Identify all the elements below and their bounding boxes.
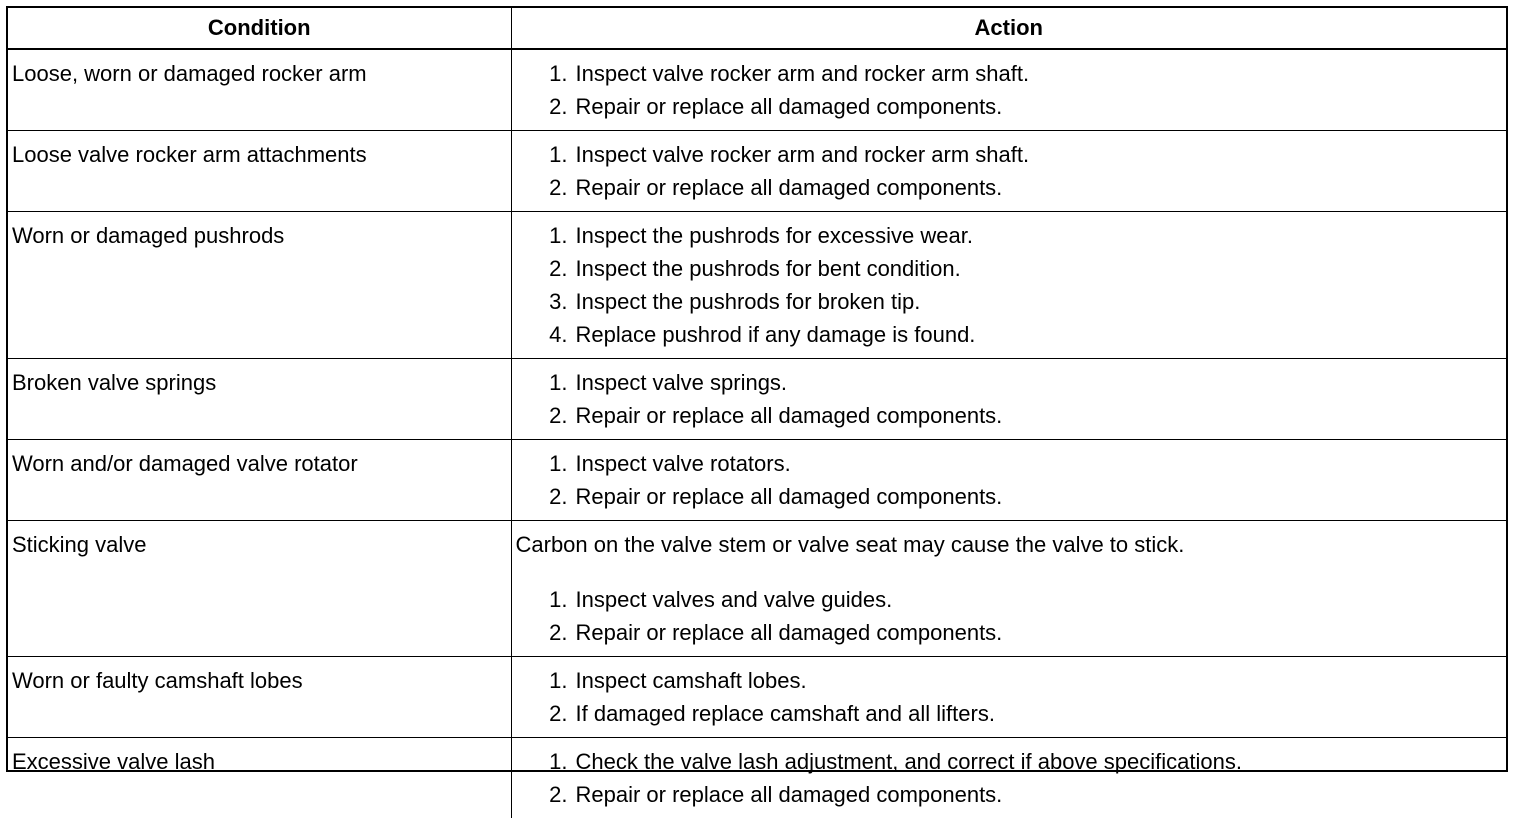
step-text: Inspect camshaft lobes. xyxy=(576,664,1503,697)
action-step xyxy=(532,318,1503,351)
action-step xyxy=(532,399,1503,432)
step-number: 1. xyxy=(532,745,576,778)
step-text: Inspect valves and valve guides. xyxy=(576,583,1503,616)
action-step xyxy=(532,697,1503,730)
table-row xyxy=(8,657,1506,738)
action-step xyxy=(532,778,1503,811)
action-steps xyxy=(532,138,1503,204)
condition-cell: Worn or damaged pushrods xyxy=(8,212,511,359)
step-text: If damaged replace camshaft and all lifters. xyxy=(576,697,1503,730)
step-text: Inspect the pushrods for broken tip. xyxy=(576,285,1503,318)
action-step xyxy=(532,90,1503,123)
step-text: Inspect the pushrods for bent condition. xyxy=(576,252,1503,285)
table-body xyxy=(8,49,1506,818)
action-cell xyxy=(511,49,1506,131)
action-cell xyxy=(511,212,1506,359)
action-cell xyxy=(511,440,1506,521)
diagnostic-table-frame xyxy=(6,6,1508,772)
action-step xyxy=(532,616,1503,649)
step-number: 2. xyxy=(532,778,576,811)
action-step xyxy=(532,447,1503,480)
step-number: 2. xyxy=(532,480,576,513)
step-text: Inspect valve rotators. xyxy=(576,447,1503,480)
condition-cell: Worn and/or damaged valve rotator xyxy=(8,440,511,521)
table-row xyxy=(8,359,1506,440)
header-action: Action xyxy=(511,8,1506,49)
step-number: 1. xyxy=(532,447,576,480)
table-row xyxy=(8,131,1506,212)
step-number: 1. xyxy=(532,583,576,616)
step-number: 2. xyxy=(532,616,576,649)
condition-cell: Loose, worn or damaged rocker arm xyxy=(8,49,511,131)
action-step xyxy=(532,583,1503,616)
step-text: Inspect valve rocker arm and rocker arm shaft. xyxy=(576,138,1503,171)
action-step xyxy=(532,252,1503,285)
step-number: 2. xyxy=(532,252,576,285)
action-step xyxy=(532,285,1503,318)
action-steps xyxy=(532,57,1503,123)
table-row xyxy=(8,440,1506,521)
step-number: 4. xyxy=(532,318,576,351)
table-row xyxy=(8,49,1506,131)
action-step xyxy=(532,138,1503,171)
step-text: Inspect valve rocker arm and rocker arm shaft. xyxy=(576,57,1503,90)
action-steps xyxy=(532,219,1503,351)
action-step xyxy=(532,171,1503,204)
step-text: Repair or replace all damaged components. xyxy=(576,171,1503,204)
step-number: 2. xyxy=(532,171,576,204)
step-text: Repair or replace all damaged components. xyxy=(576,778,1503,811)
step-number: 2. xyxy=(532,697,576,730)
header-row xyxy=(8,8,1506,49)
step-text: Inspect valve springs. xyxy=(576,366,1503,399)
step-number: 2. xyxy=(532,399,576,432)
action-step xyxy=(532,219,1503,252)
action-note: Carbon on the valve stem or valve seat may cause the valve to stick. xyxy=(516,528,1503,561)
step-number: 3. xyxy=(532,285,576,318)
step-text: Replace pushrod if any damage is found. xyxy=(576,318,1503,351)
action-steps xyxy=(532,366,1503,432)
header-condition: Condition xyxy=(8,8,511,49)
action-cell xyxy=(511,521,1506,657)
action-cell xyxy=(511,359,1506,440)
action-step xyxy=(532,366,1503,399)
condition-cell: Loose valve rocker arm attachments xyxy=(8,131,511,212)
step-number: 1. xyxy=(532,664,576,697)
condition-cell: Excessive valve lash xyxy=(8,738,511,818)
action-cell xyxy=(511,131,1506,212)
table-row xyxy=(8,212,1506,359)
action-step xyxy=(532,480,1503,513)
action-steps xyxy=(532,664,1503,730)
step-number: 1. xyxy=(532,57,576,90)
step-number: 2. xyxy=(532,90,576,123)
condition-cell: Broken valve springs xyxy=(8,359,511,440)
action-step xyxy=(532,57,1503,90)
step-text: Repair or replace all damaged components. xyxy=(576,399,1503,432)
table-row xyxy=(8,521,1506,657)
step-number: 1. xyxy=(532,366,576,399)
step-number: 1. xyxy=(532,219,576,252)
step-text: Repair or replace all damaged components. xyxy=(576,90,1503,123)
action-cell xyxy=(511,657,1506,738)
action-steps xyxy=(532,447,1503,513)
action-step xyxy=(532,745,1503,778)
action-step xyxy=(532,664,1503,697)
diagnostic-table xyxy=(8,8,1506,818)
step-number: 1. xyxy=(532,138,576,171)
action-steps xyxy=(532,583,1503,649)
step-text: Inspect the pushrods for excessive wear. xyxy=(576,219,1503,252)
step-text: Repair or replace all damaged components. xyxy=(576,616,1503,649)
condition-cell: Worn or faulty camshaft lobes xyxy=(8,657,511,738)
step-text: Repair or replace all damaged components. xyxy=(576,480,1503,513)
action-steps xyxy=(532,745,1503,811)
condition-cell: Sticking valve xyxy=(8,521,511,657)
step-text: Check the valve lash adjustment, and correct if above specifications. xyxy=(576,745,1503,778)
